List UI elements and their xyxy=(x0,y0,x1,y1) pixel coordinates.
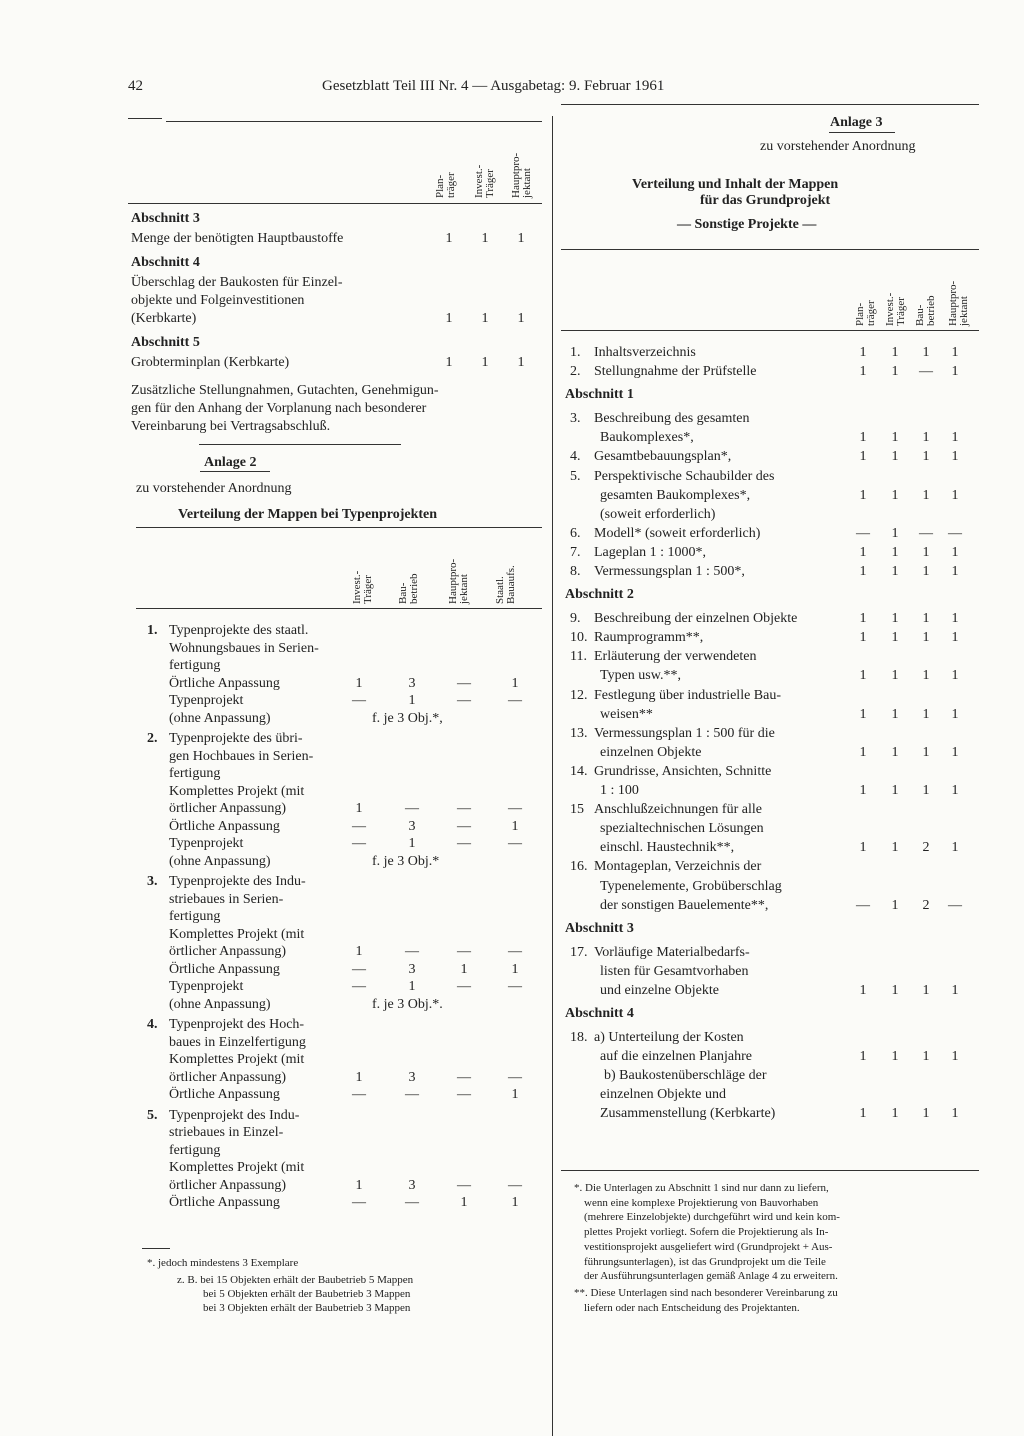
table-row-label: gesamten Baukomplexes*, xyxy=(600,487,751,503)
table-row-label: Perspektivische Schaubilder des xyxy=(594,468,775,484)
table-row-label: fertigung xyxy=(169,766,221,781)
table-cell: 1 xyxy=(460,961,468,977)
table-cell: 1 xyxy=(922,611,930,627)
table-row-label: Örtliche Anpassung xyxy=(169,961,280,977)
table-cell: 1 xyxy=(859,544,867,560)
table-row-label: auf die einzelnen Planjahre xyxy=(600,1049,752,1065)
table-cell: — xyxy=(457,801,471,816)
table-cell: — xyxy=(948,525,962,541)
table-cell: 1 xyxy=(859,1049,867,1065)
table-row-label: a) Unterteilung der Kosten xyxy=(594,1030,744,1045)
table-cell: 1 xyxy=(951,345,959,360)
table-cell: 1 xyxy=(922,630,930,646)
footnote-line: liefern oder nach Entscheidung des Projektanten. xyxy=(584,1301,800,1314)
anlage-title: Anlage 3 xyxy=(830,115,883,130)
col-head-invest-träger: Invest.- Träger xyxy=(884,292,907,326)
table-cell: 1 xyxy=(922,744,930,760)
table-cell: 1 xyxy=(859,744,867,760)
table-cell: 1 xyxy=(859,840,867,856)
table-cell: — xyxy=(405,1087,419,1102)
row-number: 2. xyxy=(570,364,581,380)
header-title: Gesetzblatt Teil III Nr. 4 — Ausgabetag: 9. Februar 1961 xyxy=(322,78,665,94)
table-cell: — xyxy=(948,897,962,913)
table-row-label: (ohne Anpassung) xyxy=(169,853,271,869)
table-row-label: Raumprogramm**, xyxy=(594,630,704,646)
table-row-label: fertigung xyxy=(169,658,221,673)
row-number: 9. xyxy=(570,611,581,627)
table-row-label: Modell* (soweit erforderlich) xyxy=(594,525,761,541)
row-number: 14. xyxy=(570,763,588,779)
table-cell: 1 xyxy=(891,525,899,541)
header-rule xyxy=(166,121,542,122)
table-cell: 1 xyxy=(891,449,899,465)
footnote-line: führungsunterlagen), ist das Grundprojekt um die Teile xyxy=(584,1255,826,1268)
table-row-label: Komplettes Projekt (mit xyxy=(169,1160,305,1175)
table-row-label: und einzelne Objekte xyxy=(600,982,719,998)
table-cell: 1 xyxy=(891,840,899,856)
table-cell: 1 xyxy=(951,430,959,446)
section-heading: Abschnitt 2 xyxy=(565,587,634,603)
row-number: 15 xyxy=(570,802,584,818)
table-row-label: striebaues in Serien- xyxy=(169,891,284,907)
row-number: 4. xyxy=(147,1017,158,1032)
anlage-subtitle: zu vorstehender Anordnung xyxy=(760,139,916,154)
table-cell: — xyxy=(457,1087,471,1102)
table-cell: 1 xyxy=(355,1177,363,1193)
table-cell: — xyxy=(352,693,366,708)
table-row-label: Typenprojekt xyxy=(169,979,244,994)
table-cell: 1 xyxy=(511,1087,519,1102)
header-rule-right xyxy=(561,104,979,105)
header-rule-left xyxy=(128,118,162,119)
table-cell: 1 xyxy=(951,564,959,579)
table-cell: 1 xyxy=(511,961,519,977)
table-row-label: Vorläufige Materialbedarfs- xyxy=(594,944,750,960)
table-cell: 1 xyxy=(891,564,899,579)
table-row-label: weisen** xyxy=(600,706,653,722)
footnote-line: (mehrere Einzelobjekte) durchgeführt wird und kein kom- xyxy=(584,1211,840,1224)
table-row-label: Grobterminplan (Kerbkarte) xyxy=(131,355,290,370)
col-head-planträger: Plan- träger xyxy=(854,300,877,326)
table-cell: — xyxy=(352,961,366,977)
table-cell: 1 xyxy=(481,311,489,326)
col-head-hauptprojektant: Hauptpro- jektant xyxy=(447,558,470,604)
table-cell: f. je 3 Obj.*. xyxy=(372,996,443,1012)
table-row-label: Gesamtbebauungsplan*, xyxy=(594,449,732,465)
table-row-label: Zusammenstellung (Kerbkarte) xyxy=(600,1106,776,1122)
table-cell: 1 xyxy=(460,1195,468,1210)
table-cell: — xyxy=(457,818,471,834)
table-cell: 1 xyxy=(891,783,899,798)
table-cell: — xyxy=(352,979,366,994)
table-cell: 3 xyxy=(408,818,416,834)
table-row-label: Komplettes Projekt (mit xyxy=(169,926,305,942)
table-row-label: Typenprojekte des übri- xyxy=(169,731,303,746)
table-row-label: listen für Gesamtvorhaben xyxy=(600,963,749,979)
table-cell: — xyxy=(457,675,471,691)
table-cell: 1 xyxy=(511,818,519,834)
footnote-line: der Ausführungsunterlagen gemäß Anlage 4 zu erweitern. xyxy=(584,1270,838,1283)
table-row-label: örtlicher Anpassung) xyxy=(169,1177,287,1193)
table-cell: — xyxy=(405,1195,419,1210)
table-cell: 1 xyxy=(922,1049,930,1065)
table-row-label: örtlicher Anpassung) xyxy=(169,944,287,959)
row-number: 7. xyxy=(570,544,581,560)
table-row-label: Anschlußzeichnungen für alle xyxy=(594,802,762,818)
table-row-label: Komplettes Projekt (mit xyxy=(169,1052,305,1067)
table-cell: — xyxy=(508,944,522,959)
table-cell: 1 xyxy=(951,364,959,380)
col-head-hauptprojektant: Hauptpro- jektant xyxy=(947,280,970,326)
row-number: 6. xyxy=(570,525,581,541)
footnote-line: **. Diese Unterlagen sind nach besonderer Vereinbarung zu xyxy=(574,1287,838,1299)
table-cell: 2 xyxy=(922,897,930,913)
table-row-label: örtlicher Anpassung) xyxy=(169,801,287,816)
footnote-line: bei 3 Objekten erhält der Baubetrieb 3 Mappen xyxy=(203,1302,411,1314)
table-row-label: Menge der benötigten Hauptbaustoffe xyxy=(131,231,344,246)
footnote-rule xyxy=(142,1248,170,1249)
footnote-line: bei 5 Objekten erhält der Baubetrieb 3 Mappen xyxy=(203,1288,411,1300)
table-cell: 1 xyxy=(859,449,867,465)
table-row-label: Typenprojekte des Indu- xyxy=(169,874,306,889)
table-row-label: Stellungnahme der Prüfstelle xyxy=(594,364,757,380)
row-number: 18. xyxy=(570,1030,588,1045)
table-row-label: b) Baukostenüberschläge der xyxy=(604,1068,767,1084)
column-divider xyxy=(552,116,553,1436)
table-cell: 1 xyxy=(891,544,899,560)
row-number: 16. xyxy=(570,859,588,875)
table-row-label: Typenprojekte des staatl. xyxy=(169,623,309,638)
anlage-title: Anlage 2 xyxy=(204,455,257,470)
page-number: 42 xyxy=(128,78,143,94)
section-heading: Abschnitt 3 xyxy=(565,920,634,936)
table-rule xyxy=(128,203,542,204)
table-cell: 1 xyxy=(859,630,867,646)
table-cell: 1 xyxy=(408,836,416,851)
table-cell: — xyxy=(508,693,522,708)
table-cell: 1 xyxy=(951,1106,959,1122)
table-row-label: Beschreibung der einzelnen Objekte xyxy=(594,611,798,627)
footnote-line: plettes Projekt vorliegt. Sofern die Projektierung als In- xyxy=(584,1226,829,1239)
col-head-invest-träger: Invest.- Träger xyxy=(351,570,374,604)
table-rule xyxy=(561,330,979,331)
table-cell: 1 xyxy=(951,1049,959,1065)
table-cell: 1 xyxy=(355,801,363,816)
table-cell: 1 xyxy=(859,706,867,722)
row-number: 12. xyxy=(570,687,588,703)
table-row-label: baues in Einzelfertigung xyxy=(169,1034,306,1050)
table-cell: — xyxy=(508,836,522,851)
table-cell: 1 xyxy=(517,311,525,326)
table-cell: 1 xyxy=(891,668,899,684)
table-cell: 1 xyxy=(951,744,959,760)
table-row-label: Beschreibung des gesamten xyxy=(594,411,750,427)
table-cell: 1 xyxy=(891,430,899,446)
table-cell: — xyxy=(508,1177,522,1193)
table-cell: 3 xyxy=(408,675,416,691)
anlage-subtitle: zu vorstehender Anordnung xyxy=(136,481,292,496)
row-number: 5. xyxy=(570,468,581,484)
col-head-staatl-bauaufs: Staatl. Bauaufs. xyxy=(494,565,517,604)
table-cell: 1 xyxy=(517,355,525,370)
table-cell: 1 xyxy=(951,840,959,856)
table-cell: — xyxy=(352,1195,366,1210)
table-row-label: gen Hochbaues in Serien- xyxy=(169,748,314,764)
table-cell: 1 xyxy=(891,487,899,503)
table-cell: 1 xyxy=(859,611,867,627)
table-cell: — xyxy=(457,1177,471,1193)
row-number: 13. xyxy=(570,725,588,741)
footnote-line: wenn eine komplexe Projektierung von Bauvorhaben xyxy=(584,1196,819,1209)
table-row-label: Örtliche Anpassung xyxy=(169,818,280,834)
footnote-line: *. jedoch mindestens 3 Exemplare xyxy=(147,1257,299,1269)
table-cell: 1 xyxy=(859,982,867,998)
table-row-label: Vermessungsplan 1 : 500*, xyxy=(594,564,745,579)
footnote-line: z. B. bei 15 Objekten erhält der Baubetrieb 5 Mappen xyxy=(177,1274,414,1286)
table-cell: 1 xyxy=(891,364,899,380)
table-row-label: der sonstigen Bauelemente**, xyxy=(600,897,769,913)
table-cell: 1 xyxy=(355,1069,363,1085)
table-cell: 1 xyxy=(951,544,959,560)
table-row-label: (Kerbkarte) xyxy=(131,311,197,326)
table-cell: 1 xyxy=(891,744,899,760)
footnote-line: *. Die Unterlagen zu Abschnitt 1 sind nur dann zu liefern, xyxy=(574,1182,829,1194)
table-row-label: (soweit erforderlich) xyxy=(600,506,716,522)
table-cell: — xyxy=(457,944,471,959)
table-cell: 1 xyxy=(922,430,930,446)
row-number: 11. xyxy=(570,649,587,665)
table-cell: 1 xyxy=(922,449,930,465)
table-cell: — xyxy=(457,693,471,708)
note-line: Vereinbarung bei Vertragsabschluß. xyxy=(131,419,331,434)
table-row-label: 1 : 100 xyxy=(600,783,639,798)
row-number: 5. xyxy=(147,1107,158,1123)
table-row-label: Örtliche Anpassung xyxy=(169,1087,280,1102)
section-heading: Abschnitt 3 xyxy=(131,211,200,226)
table-row-label: Typen usw.**, xyxy=(600,668,681,684)
table-cell: 1 xyxy=(922,345,930,360)
table-row-label: Grundrisse, Ansichten, Schnitte xyxy=(594,763,772,779)
table-cell: — xyxy=(352,818,366,834)
section-heading: Abschnitt 4 xyxy=(131,255,200,270)
table-cell: 1 xyxy=(922,544,930,560)
table-cell: 1 xyxy=(951,449,959,465)
table-cell: — xyxy=(352,1087,366,1102)
note-line: gen für den Anhang der Vorplanung nach besonderer xyxy=(131,401,427,416)
table-cell: 1 xyxy=(951,706,959,722)
table-cell: 1 xyxy=(951,487,959,503)
table-row-label: objekte und Folgeinvestitionen xyxy=(131,293,305,308)
table-cell: 1 xyxy=(445,355,453,370)
table-cell: 1 xyxy=(859,1106,867,1122)
table-cell: 1 xyxy=(445,231,453,246)
table-cell: 1 xyxy=(511,675,519,691)
row-number: 1. xyxy=(147,623,158,638)
table-cell: 1 xyxy=(951,783,959,798)
table-cell: 1 xyxy=(859,783,867,798)
table-row-label: Festlegung über industrielle Bau- xyxy=(594,687,782,703)
table-heading: für das Grundprojekt xyxy=(700,193,831,208)
row-number: 3. xyxy=(570,411,581,427)
table-cell: 1 xyxy=(355,675,363,691)
table-cell: 1 xyxy=(891,630,899,646)
table-cell: 1 xyxy=(951,630,959,646)
table-heading: Verteilung der Mappen bei Typenprojekten xyxy=(178,507,438,522)
table-row-label: Örtliche Anpassung xyxy=(169,675,280,691)
table-cell: 1 xyxy=(922,706,930,722)
table-cell: — xyxy=(919,364,933,380)
table-cell: — xyxy=(405,944,419,959)
section-heading: Abschnitt 1 xyxy=(565,387,634,403)
col-head-baubetrieb: Bau- betrieb xyxy=(397,573,420,604)
table-cell: — xyxy=(457,836,471,851)
table-cell: 1 xyxy=(408,979,416,994)
table-row-label: Inhaltsverzeichnis xyxy=(594,345,696,360)
table-cell: 1 xyxy=(859,487,867,503)
table-row-label: (ohne Anpassung) xyxy=(169,710,271,726)
table-cell: — xyxy=(508,801,522,816)
table-rule xyxy=(136,527,542,528)
table-cell: 1 xyxy=(922,982,930,998)
table-cell: — xyxy=(856,897,870,913)
row-number: 2. xyxy=(147,731,158,746)
col-head-planträger: Plan- träger xyxy=(434,172,457,198)
table-cell: 1 xyxy=(891,1106,899,1122)
table-row-label: einzelnen Objekte und xyxy=(600,1087,726,1103)
table-row-label: Lageplan 1 : 1000*, xyxy=(594,544,706,560)
table-cell: 1 xyxy=(517,231,525,246)
table-cell: — xyxy=(856,525,870,541)
table-cell: 1 xyxy=(922,487,930,503)
row-number: 3. xyxy=(147,874,158,889)
table-cell: 1 xyxy=(511,1195,519,1210)
section-heading: Abschnitt 5 xyxy=(131,335,200,350)
table-row-label: einzelnen Objekte xyxy=(600,744,702,760)
table-cell: 1 xyxy=(859,430,867,446)
row-number: 1. xyxy=(570,345,581,360)
table-cell: 1 xyxy=(408,693,416,708)
table-cell: — xyxy=(457,1069,471,1085)
row-number: 17. xyxy=(570,944,588,960)
table-row-label: fertigung xyxy=(169,909,221,924)
table-rule xyxy=(136,608,542,609)
row-number: 8. xyxy=(570,564,581,579)
table-row-label: Typenelemente, Grobüberschlag xyxy=(600,878,782,894)
table-row-label: (ohne Anpassung) xyxy=(169,996,271,1012)
table-cell: 1 xyxy=(891,611,899,627)
table-cell: 3 xyxy=(408,961,416,977)
table-row-label: Typenprojekt des Hoch- xyxy=(169,1017,305,1032)
col-head-invest-träger: Invest.- Träger xyxy=(473,164,496,198)
table-cell: 1 xyxy=(922,1106,930,1122)
row-number: 4. xyxy=(570,449,581,465)
table-cell: 1 xyxy=(951,668,959,684)
table-cell: 3 xyxy=(408,1177,416,1193)
table-cell: 1 xyxy=(859,345,867,360)
table-row-label: Örtliche Anpassung xyxy=(169,1195,280,1210)
table-cell: 1 xyxy=(481,355,489,370)
section-heading: Abschnitt 4 xyxy=(565,1006,634,1021)
table-row-label: einschl. Haustechnik**, xyxy=(600,840,735,856)
table-cell: — xyxy=(919,525,933,541)
table-cell: 1 xyxy=(481,231,489,246)
table-cell: 1 xyxy=(445,311,453,326)
table-row-label: Überschlag der Baukosten für Einzel- xyxy=(131,275,343,290)
anlage-underline xyxy=(829,132,895,133)
table-row-label: striebaues in Einzel- xyxy=(169,1125,284,1140)
table-cell: — xyxy=(508,1069,522,1085)
table-cell: — xyxy=(457,979,471,994)
table-row-label: Typenprojekt des Indu- xyxy=(169,1107,300,1123)
table-row-label: örtlicher Anpassung) xyxy=(169,1069,287,1085)
table-cell: 2 xyxy=(922,840,930,856)
table-row-label: Montageplan, Verzeichnis der xyxy=(594,859,762,875)
table-cell: — xyxy=(352,836,366,851)
table-cell: 1 xyxy=(891,706,899,722)
table-heading: Verteilung und Inhalt der Mappen xyxy=(632,177,839,192)
table-cell: 1 xyxy=(951,611,959,627)
table-cell: 1 xyxy=(891,1049,899,1065)
table-cell: 1 xyxy=(859,668,867,684)
note-line: Zusätzliche Stellungnahmen, Gutachten, Genehmigun- xyxy=(131,383,439,398)
table-cell: f. je 3 Obj.* xyxy=(372,853,440,869)
table-rule xyxy=(561,1170,979,1171)
table-cell: f. je 3 Obj.*, xyxy=(372,710,443,726)
table-cell: 1 xyxy=(891,897,899,913)
table-row-label: fertigung xyxy=(169,1142,221,1158)
table-row-label: Typenprojekt xyxy=(169,836,244,851)
table-row-label: Baukomplexes*, xyxy=(600,430,694,446)
table-cell: 1 xyxy=(922,668,930,684)
table-row-label: Wohnungsbaues in Serien- xyxy=(169,640,319,656)
table-row-label: Komplettes Projekt (mit xyxy=(169,783,305,799)
table-cell: 3 xyxy=(408,1069,416,1085)
table-rule xyxy=(561,249,979,250)
table-cell: 1 xyxy=(891,982,899,998)
table-cell: 1 xyxy=(859,364,867,380)
table-row-label: Vermessungsplan 1 : 500 für die xyxy=(594,725,775,741)
table-row-label: Erläuterung der verwendeten xyxy=(594,649,757,665)
table-row-label: Typenprojekt xyxy=(169,693,244,708)
table-cell: 1 xyxy=(891,345,899,360)
col-head-baubetrieb: Bau- betrieb xyxy=(914,295,937,326)
table-cell: 1 xyxy=(951,982,959,998)
table-row-label: spezialtechnischen Lösungen xyxy=(600,821,764,837)
row-number: 10. xyxy=(570,630,588,646)
anlage-rule xyxy=(199,444,401,445)
table-cell: 1 xyxy=(355,944,363,959)
table-cell: 1 xyxy=(922,564,930,579)
col-head-hauptprojektant: Hauptpro- jektant xyxy=(510,152,533,198)
table-cell: — xyxy=(508,979,522,994)
table-cell: 1 xyxy=(922,783,930,798)
anlage-underline xyxy=(200,471,270,472)
table-cell: 1 xyxy=(859,564,867,579)
footnote-line: vestitionsprojekt ausgeliefert wird (Grundprojekt + Aus- xyxy=(584,1240,833,1253)
table-heading: — Sonstige Projekte — xyxy=(677,217,817,232)
table-cell: — xyxy=(405,801,419,816)
